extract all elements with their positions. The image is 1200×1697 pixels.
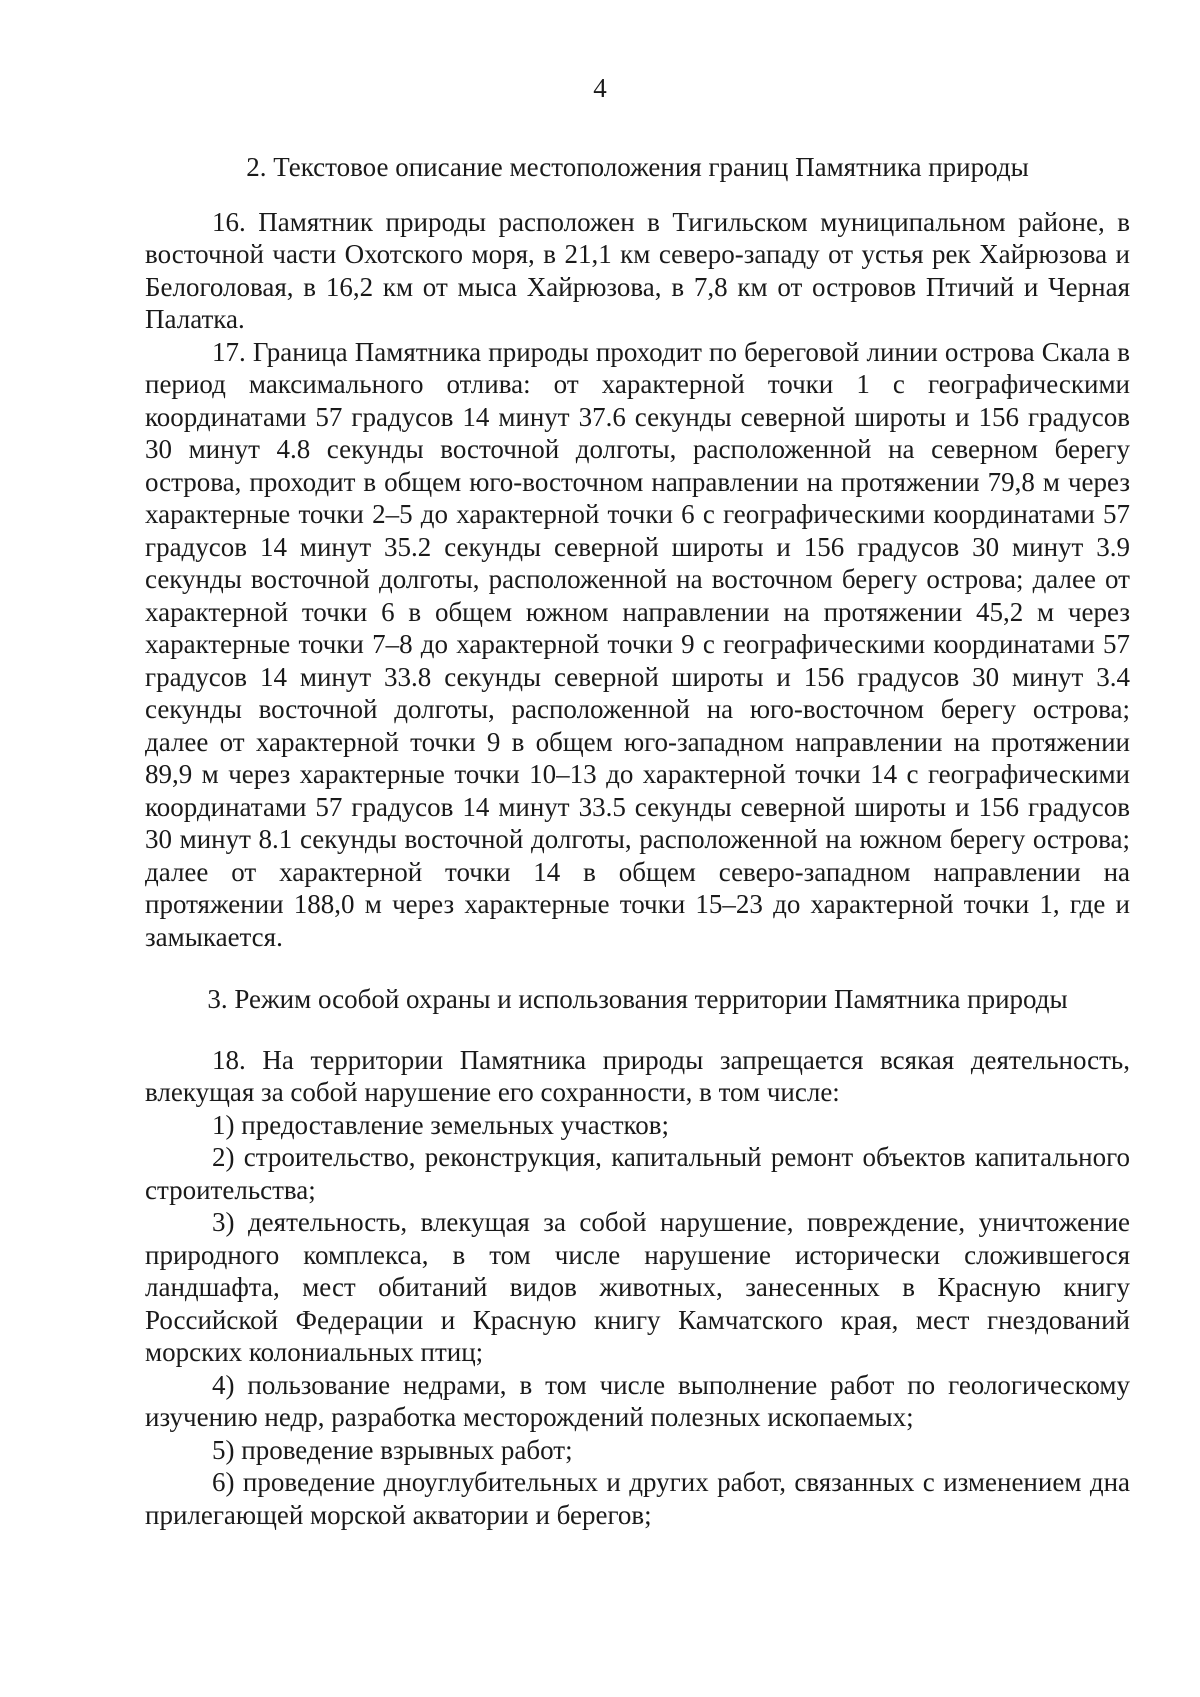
paragraph-17: 17. Граница Памятника природы проходит по береговой линии острова Скала в период максимального отлива: от характерной точки 1 с географическими координатами 57 градусов 14 минут 37.6 секунды северной широты и 156 градусов 30 минут 4.8 секунды восточной долготы, расположенной на северном берегу острова, проходит в общем юго-восточном направлении на протяжении 79,8 м через характерные точки 2–5 до характерной точки 6 с географическими координатами 57 градусов 14 минут 35.2 секунды северной широты и 156 градусов 30 минут 3.9 секунды восточной долготы, расположенной на восточном берегу острова; далее от характерной точки 6 в общем южном направлении на протяжении 45,2 м через характерные точки 7–8 до характерной точки 9 с географическими координатами 57 градусов 14 минут 33.8 секунды северной широты и 156 градусов 30 минут 3.4 секунды восточной долготы, расположенной на юго-восточном берегу острова; далее от характерной точки 9 в общем юго-западном направлении на протяжении 89,9 м через характерные точки 10–13 до характерной точки 14 с географическими координатами 57 градусов 14 минут 33.5 секунды северной широты и 156 градусов 30 минут 8.1 секунды восточной долготы, расположенной на южном берегу острова; далее от характерной точки 14 в общем северо-западном направлении на протяжении 188,0 м через характерные точки 15–23 до характерной точки 1, где и замыкается.: [145, 336, 1130, 952]
list-item-1: 1) предоставление земельных участков;: [212, 1109, 669, 1140]
list-item-3: 3) деятельность, влекущая за собой нарушение, повреждение, уничтожение природного комплекса, в том числе нарушение исторически сложившегося ландшафта, мест обитаний видов животных, занесенных в Красную книгу Российской Федерации и Красную книгу Камчатского края, мест гнездований морских колониальных птиц;: [145, 1207, 1130, 1367]
section-2-heading: 2. Текстовое описание местоположения границ Памятника природы: [246, 152, 1029, 182]
list-item-2: 2) строительство, реконструкция, капитальный ремонт объектов капитального строительства;: [145, 1142, 1130, 1205]
list-item-5: 5) проведение взрывных работ;: [212, 1434, 573, 1465]
page-number: 4: [593, 73, 607, 103]
section-3-heading: 3. Режим особой охраны и использования территории Памятника природы: [207, 984, 1068, 1014]
list-item-4: 4) пользование недрами, в том числе выполнение работ по геологическому изучению недр, разработка месторождений полезных ископаемых;: [145, 1369, 1130, 1432]
list-item-6: 6) проведение дноуглубительных и других работ, связанных с изменением дна прилегающей морской акватории и берегов;: [145, 1467, 1130, 1530]
document-body: [145, 151, 1130, 1531]
paragraph-18: 18. На территории Памятника природы запрещается всякая деятельность, влекущая за собой нарушение его сохранности, в том числе:: [145, 1044, 1130, 1107]
paragraph-16: 16. Памятник природы расположен в Тигильском муниципальном районе, в восточной части Охотского моря, в 21,1 км северо-западу от устья рек Хайрюзова и Белоголовая, в 16,2 км от мыса Хайрюзова, в 7,8 км от островов Птичий и Черная Палатка.: [145, 206, 1130, 334]
